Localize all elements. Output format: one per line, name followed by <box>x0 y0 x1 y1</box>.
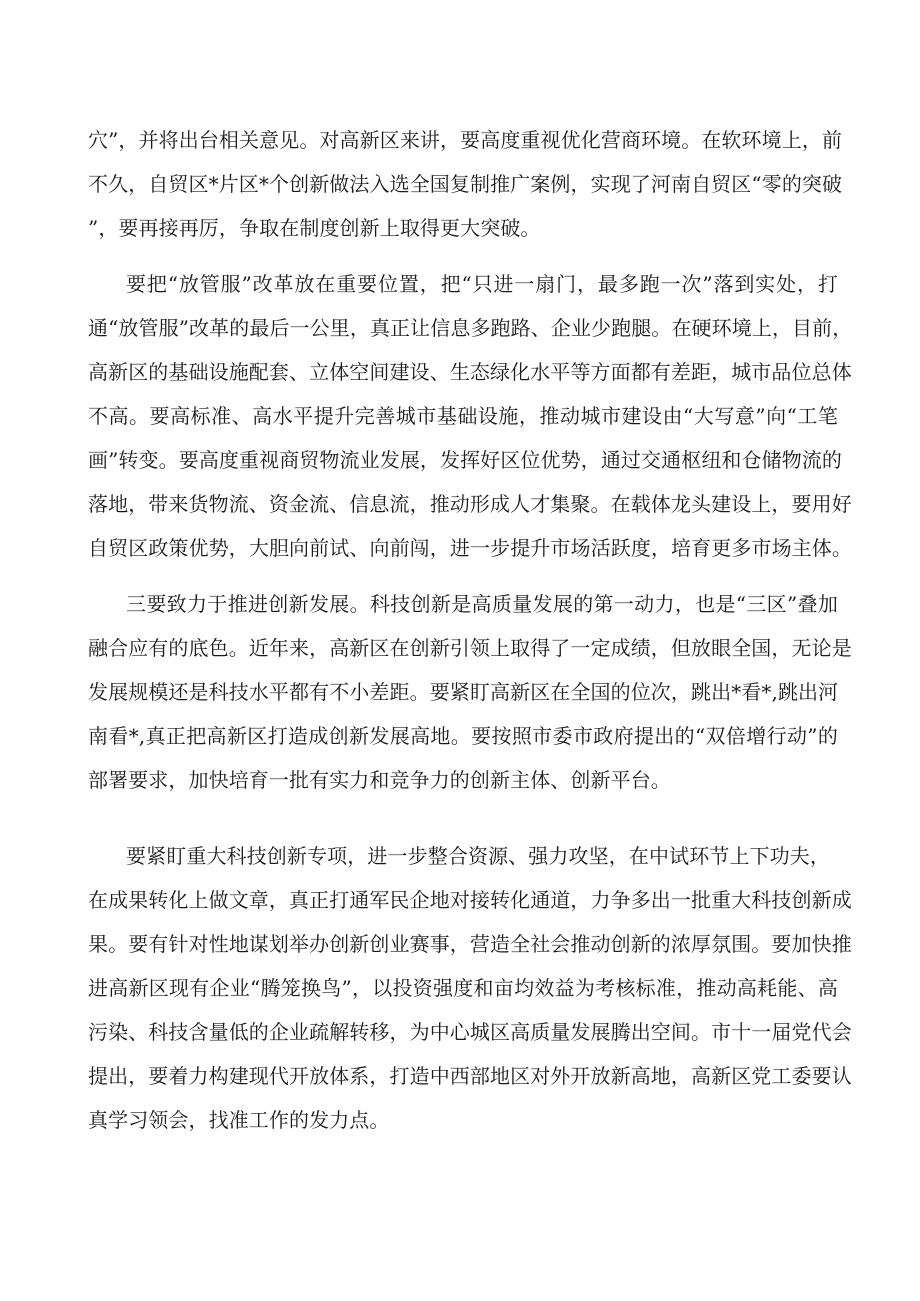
text-line: 落地，带来货物流、资金流、信息流，推动形成人才集聚。在载体龙头建设上，要用好 <box>88 492 852 516</box>
text-line: 发展规模还是科技水平都有不小差距。要紧盯高新区在全国的位次，跳出*看*,跳出河 <box>88 680 839 704</box>
text-line: 南看*,真正把高新区打造成创新发展高地。要按照市委市政府提出的“双倍增行动”的 <box>88 724 838 748</box>
text-line: 果。要有针对性地谋划举办创新创业赛事，营造全社会推动创新的浓厚氛围。要加快推 <box>88 932 852 956</box>
text-line: 真学习领会，找准工作的发力点。 <box>88 1108 390 1132</box>
text-line: 通“放管服”改革的最后一公里，真正让信息多跑路、企业少跑腿。在硬环境上，目前， <box>88 316 853 340</box>
text-line: 要把“放管服”改革放在重要位置，把“只进一扇门，最多跑一次”落到实处，打 <box>126 272 838 296</box>
text-line: 污染、科技含量低的企业疏解转移，为中心城区高质量发展腾出空间。市十一届党代会 <box>88 1020 852 1044</box>
text-line: ”，要再接再厉，争取在制度创新上取得更大突破。 <box>88 216 541 240</box>
text-line: 穴”，并将出台相关意见。对高新区来讲，要高度重视优化营商环境。在软环境上，前 <box>88 128 843 152</box>
text-line: 融合应有的底色。近年来，高新区在创新引领上取得了一定成绩，但放眼全国，无论是 <box>88 636 852 660</box>
text-line: 部署要求，加快培育一批有实力和竞争力的创新主体、创新平台。 <box>88 768 671 792</box>
text-line: 要紧盯重大科技创新专项，进一步整合资源、强力攻坚，在中试环节上下功夫， <box>126 844 830 868</box>
text-line: 高新区的基础设施配套、立体空间建设、生态绿化水平等方面都有差距，城市品位总体 <box>88 360 852 384</box>
text-line: 不久，自贸区*片区*个创新做法入选全国复制推广案例，实现了河南自贸区“零的突破 <box>88 172 843 196</box>
text-line: 画”转变。要高度重视商贸物流业发展，发挥好区位优势，通过交通枢纽和仓储物流的 <box>88 448 843 472</box>
text-line: 不高。要高标准、高水平提升完善城市基础设施，推动城市建设由“大写意”向“工笔 <box>88 404 838 428</box>
text-line: 自贸区政策优势，大胆向前试、向前闯，进一步提升市场活跃度，培育更多市场主体。 <box>88 536 852 560</box>
text-line: 在成果转化上做文章，真正打通军民企地对接转化通道，力争多出一批重大科技创新成 <box>88 888 852 912</box>
text-line: 进高新区现有企业“腾笼换鸟”，以投资强度和亩均效益为考核标准，推动高耗能、高 <box>88 976 838 1000</box>
text-line: 提出，要着力构建现代开放体系，打造中西部地区对外开放新高地，高新区党工委要认 <box>88 1064 852 1088</box>
text-line: 三要致力于推进创新发展。科技创新是高质量发展的第一动力，也是“三区”叠加 <box>126 592 838 616</box>
